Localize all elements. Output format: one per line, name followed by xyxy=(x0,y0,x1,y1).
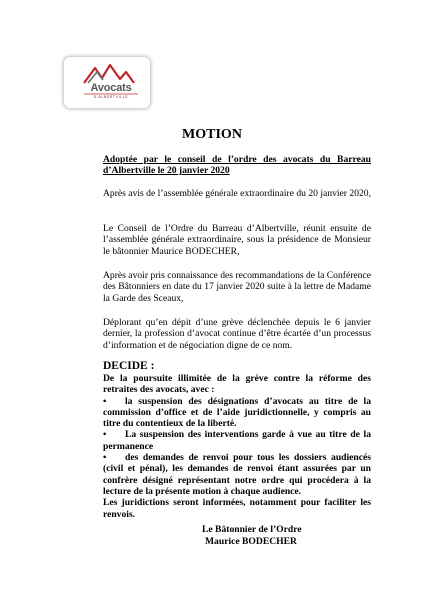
decide-heading: DECIDE : xyxy=(103,360,155,372)
decision-section xyxy=(103,373,371,520)
logo-subtitle: D'ALBERTVILLE xyxy=(93,95,129,99)
decision-item-text: la suspension des désignations d’avocats au titre de la commission d’office et de l’aide juridictionnelle, y compris au titre du contentieux de la liberté. xyxy=(103,395,371,430)
bar-logo xyxy=(64,57,150,108)
paragraph-3: Après avoir pris connaissance des recommandations de la Conférence des Bâtonniers en date du 17 janvier 2020 suite à la lettre de Madame la Garde des Sceaux, xyxy=(103,270,371,304)
decision-intro: De la poursuite illimitée de la grève contre la réforme des retraites des avocats, avec : xyxy=(103,373,371,396)
decision-item-3 xyxy=(103,452,371,497)
paragraph-4: Déplorant qu’en dépit d’une grève déclenchée depuis le 6 janvier dernier, la profession d’avocat continue d’être écartée d’un processus d’information et de négociation digne de ce nom. xyxy=(103,317,371,351)
bullet-icon: • xyxy=(103,395,107,407)
decision-item-text: des demandes de renvoi pour tous les dossiers audiencés (civil et pénal), les demandes de renvoi étant assurées par un confrère désigné représentant notre ordre qui procédera à la lecture de la présente motion à chaque audience. xyxy=(103,452,371,497)
signature-name: Maurice BODECHER xyxy=(205,536,297,547)
decision-closing: Les juridictions seront informées, notamment pour faciliter les renvois. xyxy=(103,497,371,520)
signature-title: Le Bâtonnier de l’Ordre xyxy=(202,524,302,535)
decision-item-text: La suspension des interventions garde à vue au titre de la permanence xyxy=(103,429,371,452)
bullet-icon: • xyxy=(103,429,107,441)
paragraph-1: Après avis de l’assemblée générale extraordinaire du 20 janvier 2020, xyxy=(103,188,371,199)
paragraph-2: Le Conseil de l’Ordre du Barreau d’Albertville, réunit ensuite de l’assemblée générale extraordinaire, sous la présidence de Monsieur le bâtonnier Maurice BODECHER, xyxy=(103,223,371,257)
decision-item-1 xyxy=(103,396,371,430)
decision-item-2 xyxy=(103,429,371,452)
document-title: MOTION xyxy=(182,127,242,142)
document-subtitle: Adoptée par le conseil de l’ordre des avocats du Barreau d’Albertville le 20 janvier 2020 xyxy=(103,154,371,177)
logo-wordmark: Avocats xyxy=(90,82,132,94)
bullet-icon: • xyxy=(103,452,107,464)
